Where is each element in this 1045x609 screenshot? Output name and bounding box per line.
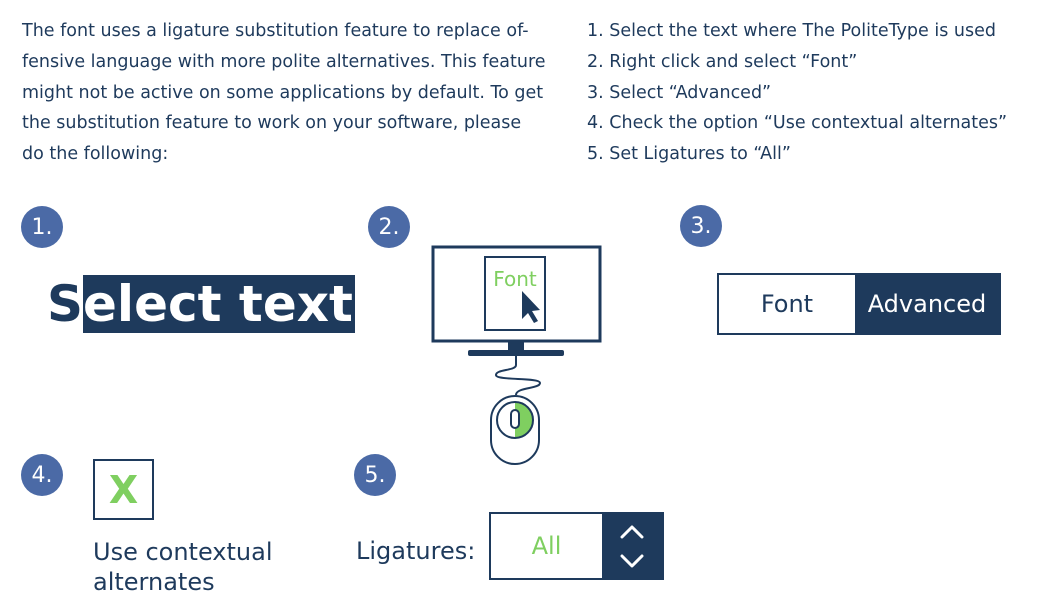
step-item: 5. Set Ligatures to “All” [587,144,791,165]
step-item: 3. Select “Advanced” [587,82,772,103]
tab-font[interactable]: Font [760,290,814,318]
ligatures-stepper[interactable] [489,512,664,580]
chevron-up-icon[interactable] [622,527,642,537]
step-badge-4: 4. [21,454,63,496]
intro-paragraph [22,16,546,170]
contextual-alternates-label-line2: alternates [93,568,215,596]
chevron-down-icon[interactable] [622,556,642,566]
intro-line: might not be active on some applications by default. To get [22,82,544,103]
steps-list [587,16,1007,170]
mouse-icon [491,396,539,464]
contextual-alternates-label-line1: Use contextual [93,538,273,566]
intro-line: the substitution feature to work on your software, please [22,113,522,134]
select-text-first-letter: S [47,275,84,333]
intro-line: The font uses a ligature substitution feature to replace of- [22,21,529,41]
step-item: 4. Check the option “Use contextual alternates” [587,113,1008,134]
step-badge-5: 5. [354,454,396,496]
step-item: 2. Right click and select “Font” [587,51,858,72]
font-dialog-tabs [717,273,1001,335]
mouse-cable [496,356,540,395]
select-text-highlighted: elect text [83,275,353,333]
ligatures-arrows[interactable] [602,514,662,578]
ligatures-label: Ligatures: [356,537,476,565]
step-item: 1. Select the text where The PoliteType is used [587,21,996,41]
monitor-mouse-illustration [428,243,606,468]
context-menu-font-label: Font [493,267,537,291]
contextual-alternates-checkbox[interactable] [93,459,154,520]
step-badge-1: 1. [21,206,63,248]
tab-advanced[interactable]: Advanced [855,275,999,333]
intro-line: fensive language with more polite alternatives. This feature [22,51,546,72]
contextual-alternates-label [93,537,273,597]
ligatures-arrows-svg [602,514,662,578]
select-text-example [47,275,355,333]
ligatures-value: All [531,532,562,560]
check-mark: X [108,467,139,512]
step-badge-2: 2. [368,206,410,248]
step-badge-3: 3. [680,205,722,247]
intro-line: do the following: [22,144,169,165]
